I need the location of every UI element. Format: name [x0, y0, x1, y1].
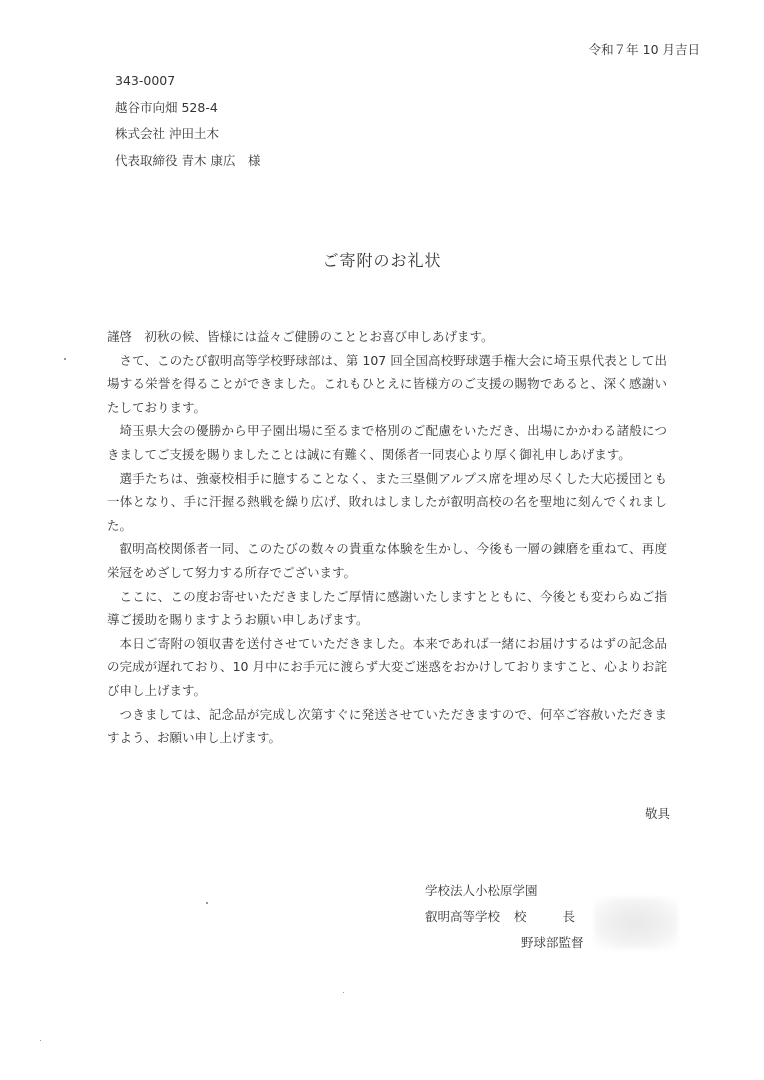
scan-speck: [40, 1040, 41, 1041]
recipient-representative: 代表取締役 青木 康広 様: [115, 152, 261, 168]
principal-title-char-2: 長: [562, 909, 576, 924]
body-paragraph: つきましては、記念品が完成し次第すぐに発送させていただきますので、何卒ご容赦いただきますよう、お願い申し上げます。: [107, 706, 667, 746]
letter-title: ご寄附のお礼状: [322, 251, 442, 270]
sender-block: [425, 878, 584, 956]
letter-body: [107, 325, 667, 750]
recipient-company: 株式会社 沖田土木: [115, 126, 219, 141]
body-paragraph: 埼玉県大会の優勝から甲子園出場に至るまで格別のご配慮をいただき、出場にかかわる諸般につきましてご支援を賜りましたことは誠に有難く、関係者一同衷心より厚く御礼申しあげます。: [107, 423, 667, 462]
sender-school: 叡明高等学校: [425, 909, 501, 924]
body-paragraph: 選手たちは、強豪校相手に臆することなく、また三塁側アルプス席を埋め尽くした大応援団とも一体となり、手に汗握る熱戦を繰り広げ、敗れはしましたが叡明高校の名を聖地に刻んでくれました。: [107, 470, 667, 533]
body-paragraph: 本日ご寄附の領収書を送付させていただきました。本来であれば一緒にお届けするはずの記念品の完成が遅れており、10 月中にお手元に渡らず大変ご迷惑をおかけしておりますこと、心よりお詫び申し上げます。: [107, 635, 667, 698]
sender-principal-line: [425, 904, 584, 930]
recipient-block: [115, 68, 260, 174]
closing-word: 敬具: [644, 806, 670, 821]
scan-speck: [64, 358, 66, 360]
scan-speck: [343, 992, 344, 993]
sender-organization: 学校法人小松原学園: [425, 883, 538, 898]
recipient-address: 越谷市向畑 528-4: [115, 99, 218, 115]
recipient-postal-code: 343-0007: [115, 73, 176, 88]
body-paragraph: さて、このたび叡明高等学校野球部は、第 107 回全国高校野球選手権大会に埼玉県代表として出場する栄誉を得ることができました。これもひとえに皆様方のご支援の賜物であると、深く感謝いたしております。: [107, 352, 667, 415]
body-paragraph-greeting: 謹啓 初秋の候、皆様には益々ご健勝のこととお喜び申しあげます。: [107, 329, 494, 344]
redacted-names: [594, 897, 678, 949]
letter-date: 令和７年 10 月吉日: [588, 42, 700, 57]
scan-speck: [206, 902, 208, 904]
principal-title-char-1: 校: [514, 909, 527, 924]
body-paragraph: ここに、この度お寄せいただきましたご厚情に感謝いたしますとともに、今後とも変わらぬご指導ご援助を賜りますようお願い申しあげます。: [107, 588, 667, 628]
body-paragraph: 叡明高校関係者一同、このたびの数々の貴重な体験を生かし、今後も一層の錬磨を重ねて、再度栄冠をめざして努力する所存でございます。: [107, 541, 667, 580]
sender-coach-title: 野球部監督: [521, 935, 584, 950]
